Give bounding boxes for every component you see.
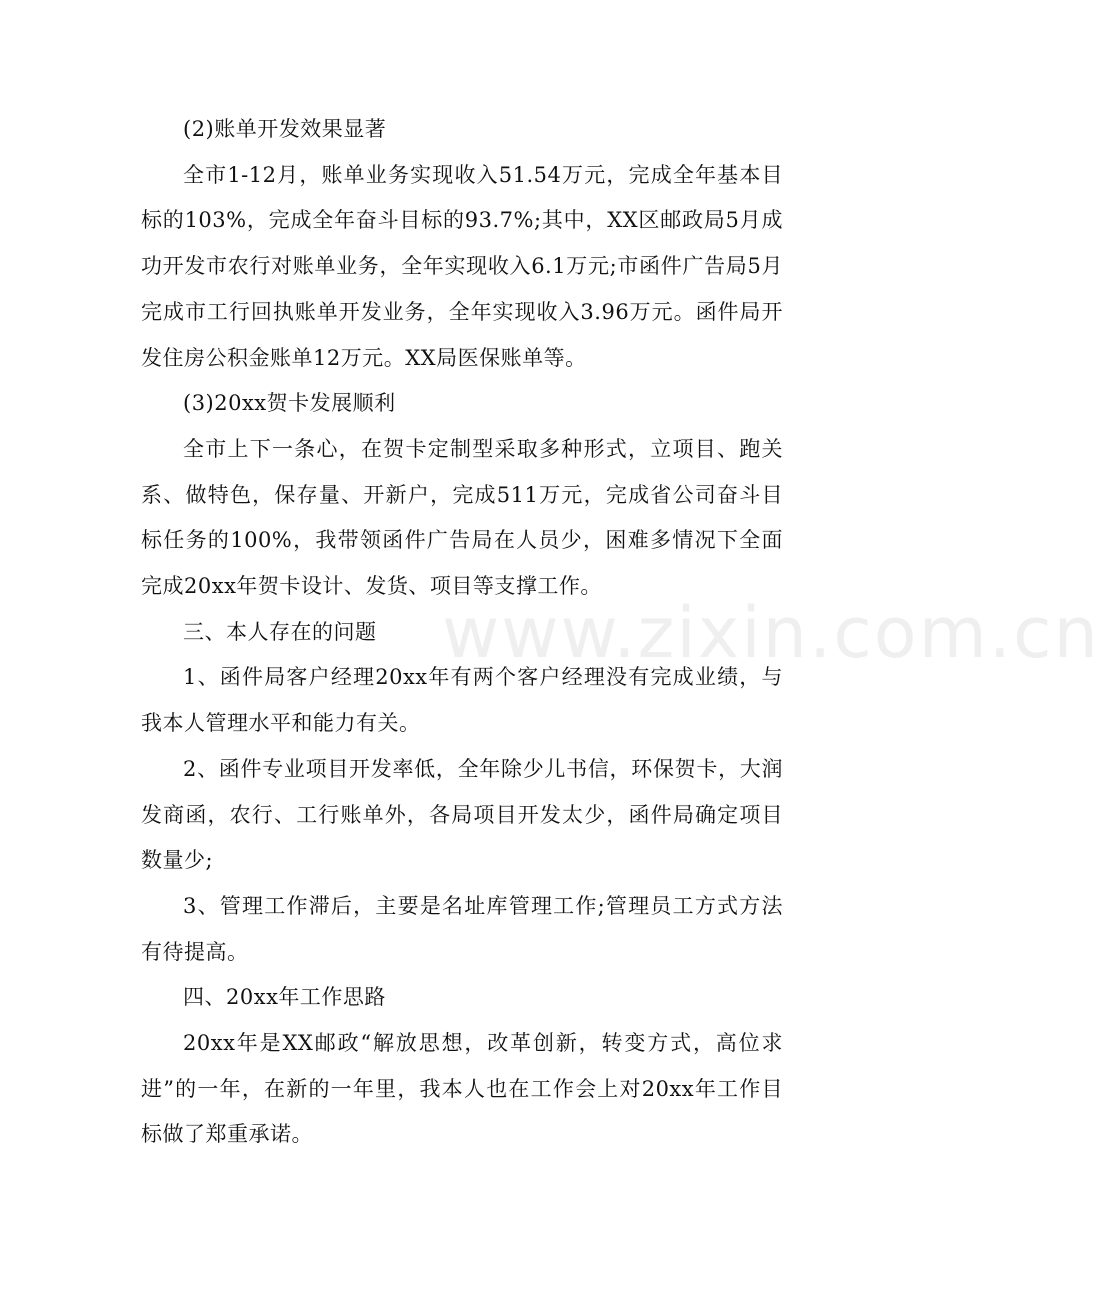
paragraph-work-plan: 20xx年是XX邮政“解放思想，改革创新，转变方式，高位求进”的一年，在新的一年里，我本人也在工作会上对20xx年工作目标做了郑重承诺。 <box>141 1031 783 1147</box>
section-heading-work-plan: 四、20xx年工作思路 <box>183 985 386 1010</box>
section-heading-greeting-cards: (3)20xx贺卡发展顺利 <box>183 391 396 416</box>
problem-item-2: 2、函件专业项目开发率低，全年除少儿书信，环保贺卡，大润发商函，农行、工行账单外，各局项目开发太少，函件局确定项目数量少; <box>141 756 783 873</box>
paragraph-greeting-cards: 全市上下一条心，在贺卡定制型采取多种形式，立项目、跑关系、做特色，保存量、开新户，完成511万元，完成省公司奋斗目标任务的100%，我带领函件广告局在人员少，困难多情况下全面完成20xx年贺卡设计、发货、项目等支撑工作。 <box>141 436 783 599</box>
problem-item-1: 1、函件局客户经理20xx年有两个客户经理没有完成业绩，与我本人管理水平和能力有关。 <box>141 665 783 736</box>
section-heading-billing: (2)账单开发效果显著 <box>183 117 387 141</box>
paragraph-billing-results: 全市1-12月，账单业务实现收入51.54万元，完成全年基本目标的103%，完成全年奋斗目标的93.7%;其中，XX区邮政局5月成功开发市农行对账单业务，全年实现收入6.1万元;市函件广告局5月完成市工行回执账单开发业务，全年实现收入3.96万元。函件局开发住房公积金账单12万元。XX局医保账单等。 <box>141 162 783 370</box>
section-heading-problems: 三、本人存在的问题 <box>183 619 377 644</box>
watermark: www.zixin.com.cn <box>442 592 1100 674</box>
document-body <box>141 107 783 1158</box>
problem-item-3: 3、管理工作滞后，主要是名址库管理工作;管理员工方式方法有待提高。 <box>141 893 783 964</box>
